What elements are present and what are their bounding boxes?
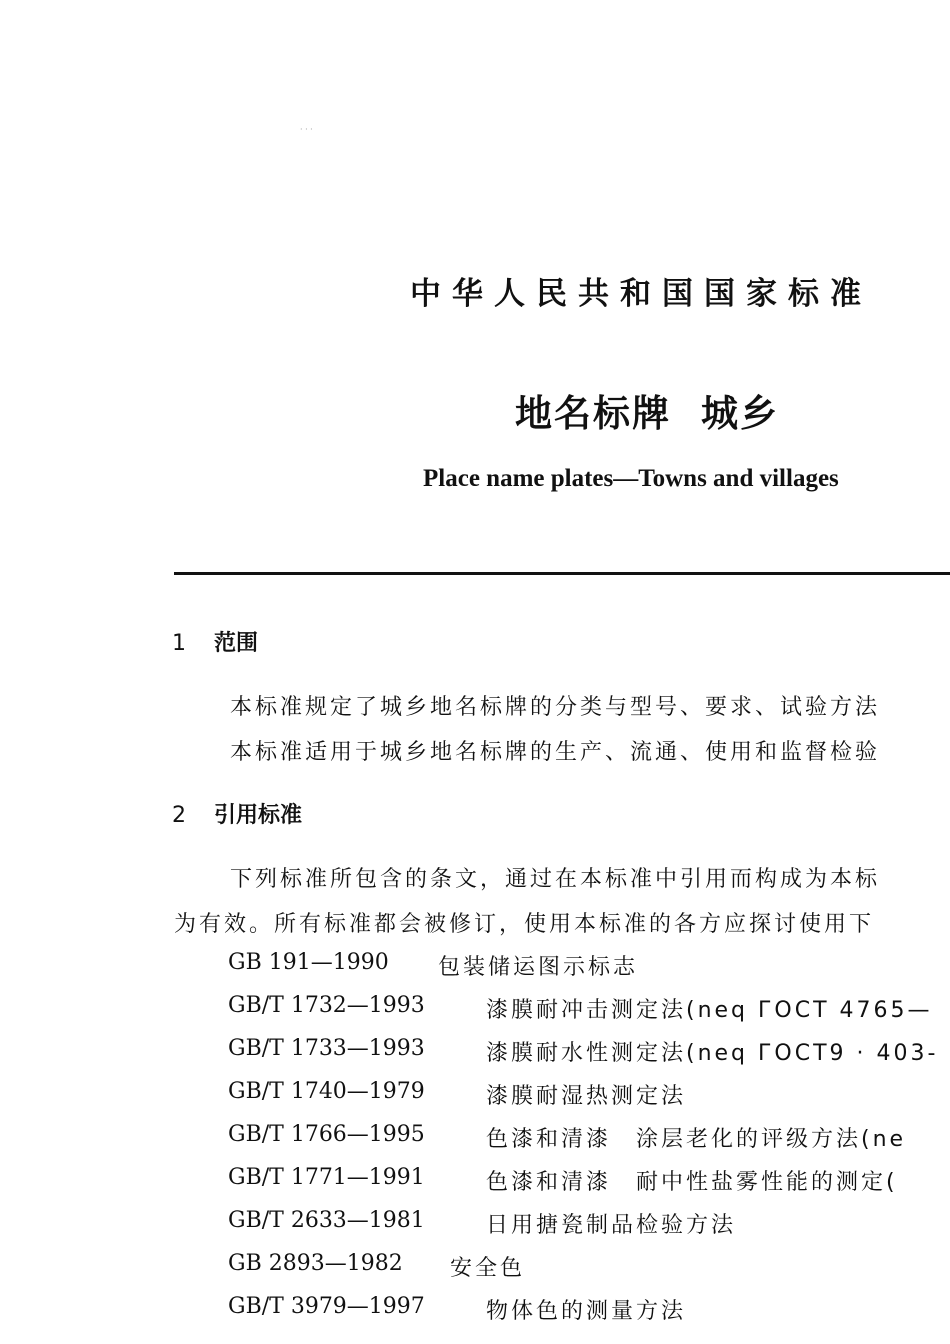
reference-code: GB 2893—1982 <box>228 1251 403 1276</box>
reference-code: GB 191—1990 <box>228 950 389 975</box>
reference-description: 日用搪瓷制品检验方法 <box>486 1213 737 1238</box>
document-title-cn <box>515 383 779 437</box>
reference-code: GB/T 1740—1979 <box>228 1079 425 1104</box>
reference-description: 色漆和清漆 耐中性盐雾性能的测定( <box>486 1170 898 1195</box>
reference-item <box>228 1122 907 1152</box>
section-1-heading <box>172 626 258 657</box>
section-1-number: 1 <box>172 631 186 656</box>
reference-item <box>228 1079 687 1109</box>
header-rule <box>174 572 950 575</box>
reference-item <box>228 1036 939 1066</box>
reference-item <box>228 1208 737 1238</box>
section-1-paragraph-1: 本标准规定了城乡地名标牌的分类与型号、要求、试验方法 <box>230 695 881 720</box>
reference-code: GB/T 1766—1995 <box>228 1122 425 1147</box>
reference-description: 包装储运图示标志 <box>438 955 639 980</box>
reference-code: GB/T 3979—1997 <box>228 1294 425 1319</box>
reference-item <box>228 1294 687 1324</box>
section-2-title: 引用标准 <box>214 803 303 828</box>
reference-item <box>228 950 639 980</box>
reference-item <box>228 993 933 1023</box>
title-cn-part2: 城乡 <box>701 392 779 435</box>
reference-code: GB/T 1771—1991 <box>228 1165 425 1190</box>
section-2-heading <box>172 798 302 829</box>
reference-code: GB/T 1733—1993 <box>228 1036 425 1061</box>
reference-description: 漆膜耐冲击测定法(neq ГОСТ 4765— <box>486 998 933 1023</box>
section-1-paragraph-2: 本标准适用于城乡地名标牌的生产、流通、使用和监督检验 <box>230 740 881 765</box>
national-standard-heading: 中华人民共和国国家标准 <box>410 276 872 312</box>
document-title-en: Place name plates—Towns and villages <box>423 465 839 492</box>
reference-item <box>228 1165 898 1195</box>
reference-description: 色漆和清漆 涂层老化的评级方法(ne <box>486 1127 907 1152</box>
title-cn-part1: 地名标牌 <box>515 392 671 435</box>
reference-description: 漆膜耐湿热测定法 <box>486 1084 687 1109</box>
reference-description: 物体色的测量方法 <box>486 1299 687 1324</box>
section-2-paragraph-2: 为有效。所有标准都会被修订，使用本标准的各方应探讨使用下 <box>174 912 875 937</box>
reference-description: 漆膜耐水性测定法(neq ГОСТ9 · 403- <box>486 1041 939 1066</box>
reference-item <box>228 1251 526 1281</box>
section-1-title: 范围 <box>214 631 259 656</box>
scan-speck: · · · <box>300 125 313 134</box>
reference-description: 安全色 <box>450 1256 526 1281</box>
reference-code: GB/T 1732—1993 <box>228 993 425 1018</box>
section-2-paragraph-1: 下列标准所包含的条文，通过在本标准中引用而构成为本标 <box>230 867 881 892</box>
reference-code: GB/T 2633—1981 <box>228 1208 425 1233</box>
section-2-number: 2 <box>172 803 186 828</box>
